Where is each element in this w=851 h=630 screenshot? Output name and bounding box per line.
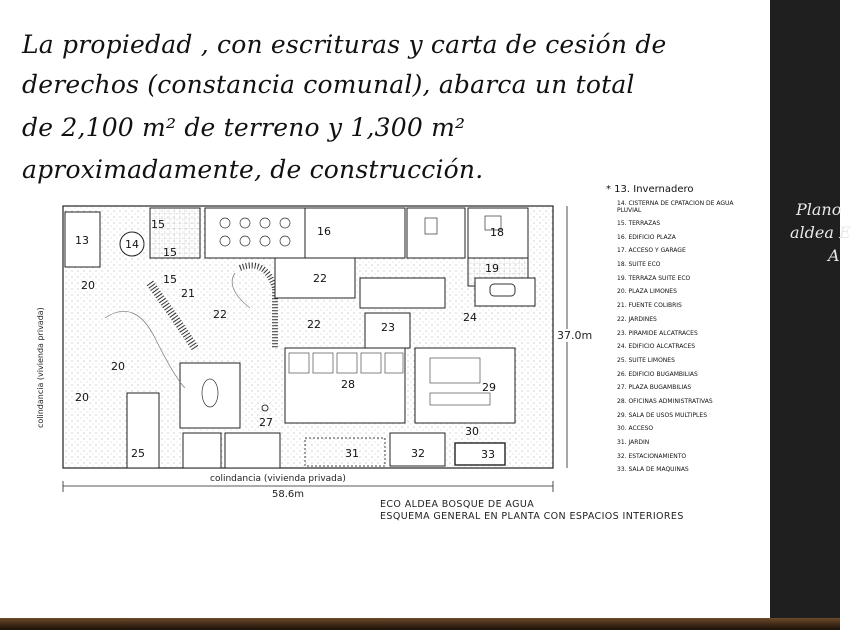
legend-item: 18. SUITE ECO <box>617 261 661 269</box>
floor-plan-drawing <box>35 198 555 498</box>
zone-label: 16 <box>317 225 331 238</box>
next-slide-thumbnail[interactable] <box>770 0 851 620</box>
zone-label: 28 <box>341 378 355 391</box>
zone-label: 21 <box>181 287 195 300</box>
zone-label: 29 <box>482 381 496 394</box>
width-dimension-label: 58.6m <box>272 489 305 500</box>
legend-item: 17. ACCESO Y GARAGE <box>617 247 686 255</box>
legend-header: * 13. Invernadero <box>606 184 694 195</box>
legend-item: 29. SALA DE USOS MULTIPLES <box>617 411 708 419</box>
caption-line-1: ECO ALDEA BOSQUE DE AGUA <box>380 499 535 510</box>
room-block-top-right <box>407 208 465 258</box>
zone-label: 30 <box>465 425 479 438</box>
legend-item: 19. TERRAZA SUITE ECO <box>617 274 691 282</box>
zone-label: 33 <box>481 448 495 461</box>
slide-title-line-2: derechos (constancia comunal), abarca un total <box>22 70 635 99</box>
legend-item: 30. ACCESO <box>617 425 654 433</box>
legend-item: 26. EDIFICIO BUGAMBILIAS <box>617 370 698 378</box>
legend-list <box>617 200 757 480</box>
zone-label: 31 <box>345 447 359 460</box>
thumbnail-text-line-1: Plano <box>796 200 842 219</box>
zone-label: 24 <box>463 311 477 324</box>
zone-label: 27 <box>259 416 273 429</box>
legend-item: 16. EDIFICIO PLAZA <box>617 233 676 241</box>
height-dimension-label: 37.0m <box>557 329 593 342</box>
thumbnail-text-line-3: A <box>828 246 840 265</box>
zone-label: 15 <box>163 246 177 259</box>
thumbnail-text-line-2: aldea E <box>790 223 851 242</box>
suite-block-bottom-left <box>183 433 221 468</box>
legend-item: 22. JARDINES <box>617 315 657 323</box>
zone-label: 32 <box>411 447 425 460</box>
legend-item: 25. SUITE LIMONES <box>617 356 675 364</box>
edificio-alcatraces-24 <box>360 278 445 308</box>
caption-line-2: ESQUEMA GENERAL EN PLANTA CON ESPACIOS INTERIORES <box>380 511 684 522</box>
legend-item: 32. ESTACIONAMIENTO <box>617 452 687 460</box>
sala-maquinas-33 <box>455 443 505 465</box>
legend-item: 15. TERRAZAS <box>617 220 661 227</box>
zone-label: 14 <box>125 238 139 251</box>
slide-title-line-3: de 2,100 m² de terreno y 1,300 m² <box>22 113 466 142</box>
left-boundary-label: colindancia (vivienda privada) <box>36 307 45 428</box>
legend-item: 24. EDIFICIO ALCATRACES <box>617 343 696 351</box>
zone-label: 22 <box>307 318 321 331</box>
edificio-bugambilias-26 <box>180 363 240 428</box>
zone-label: 13 <box>75 234 89 247</box>
zone-label: 22 <box>313 272 327 285</box>
legend-item: 27. PLAZA BUGAMBILIAS <box>617 384 692 392</box>
zone-label: 25 <box>131 447 145 460</box>
zone-label: 15 <box>151 218 165 231</box>
zone-label: 20 <box>111 360 125 373</box>
legend-item: 20. PLAZA LIMONES <box>617 288 677 296</box>
zone-label: 20 <box>81 279 95 292</box>
bottom-boundary-label: colindancia (vivienda privada) <box>210 474 346 484</box>
legend-item: 33. SALA DE MAQUINAS <box>617 466 689 474</box>
suite-block-bottom <box>225 433 280 468</box>
zone-label: 23 <box>381 321 395 334</box>
zone-label: 22 <box>213 308 227 321</box>
garage-17 <box>475 278 535 306</box>
legend-item: 23. PIRAMIDE ALCATRACES <box>617 329 698 337</box>
legend-item: 21. FUENTE COLIBRIS <box>617 302 682 310</box>
zone-label: 20 <box>75 391 89 404</box>
slide-title-line-4: aproximadamente, de construcción. <box>22 155 484 184</box>
zone-label: 18 <box>490 226 504 239</box>
zone-label: 19 <box>485 262 499 275</box>
room-block-top <box>205 208 305 258</box>
zone-label: 15 <box>163 273 177 286</box>
slide-title-line-1: La propiedad , con escrituras y carta de cesión de <box>22 30 667 59</box>
legend-item: 14. CISTERNA DE CPATACION DE AGUA PLUVIAL <box>617 200 734 214</box>
legend-item: 28. OFICINAS ADMINISTRATIVAS <box>617 397 713 405</box>
legend-item: 31. JARDIN <box>617 439 650 446</box>
bottom-frame-bar <box>0 618 840 630</box>
